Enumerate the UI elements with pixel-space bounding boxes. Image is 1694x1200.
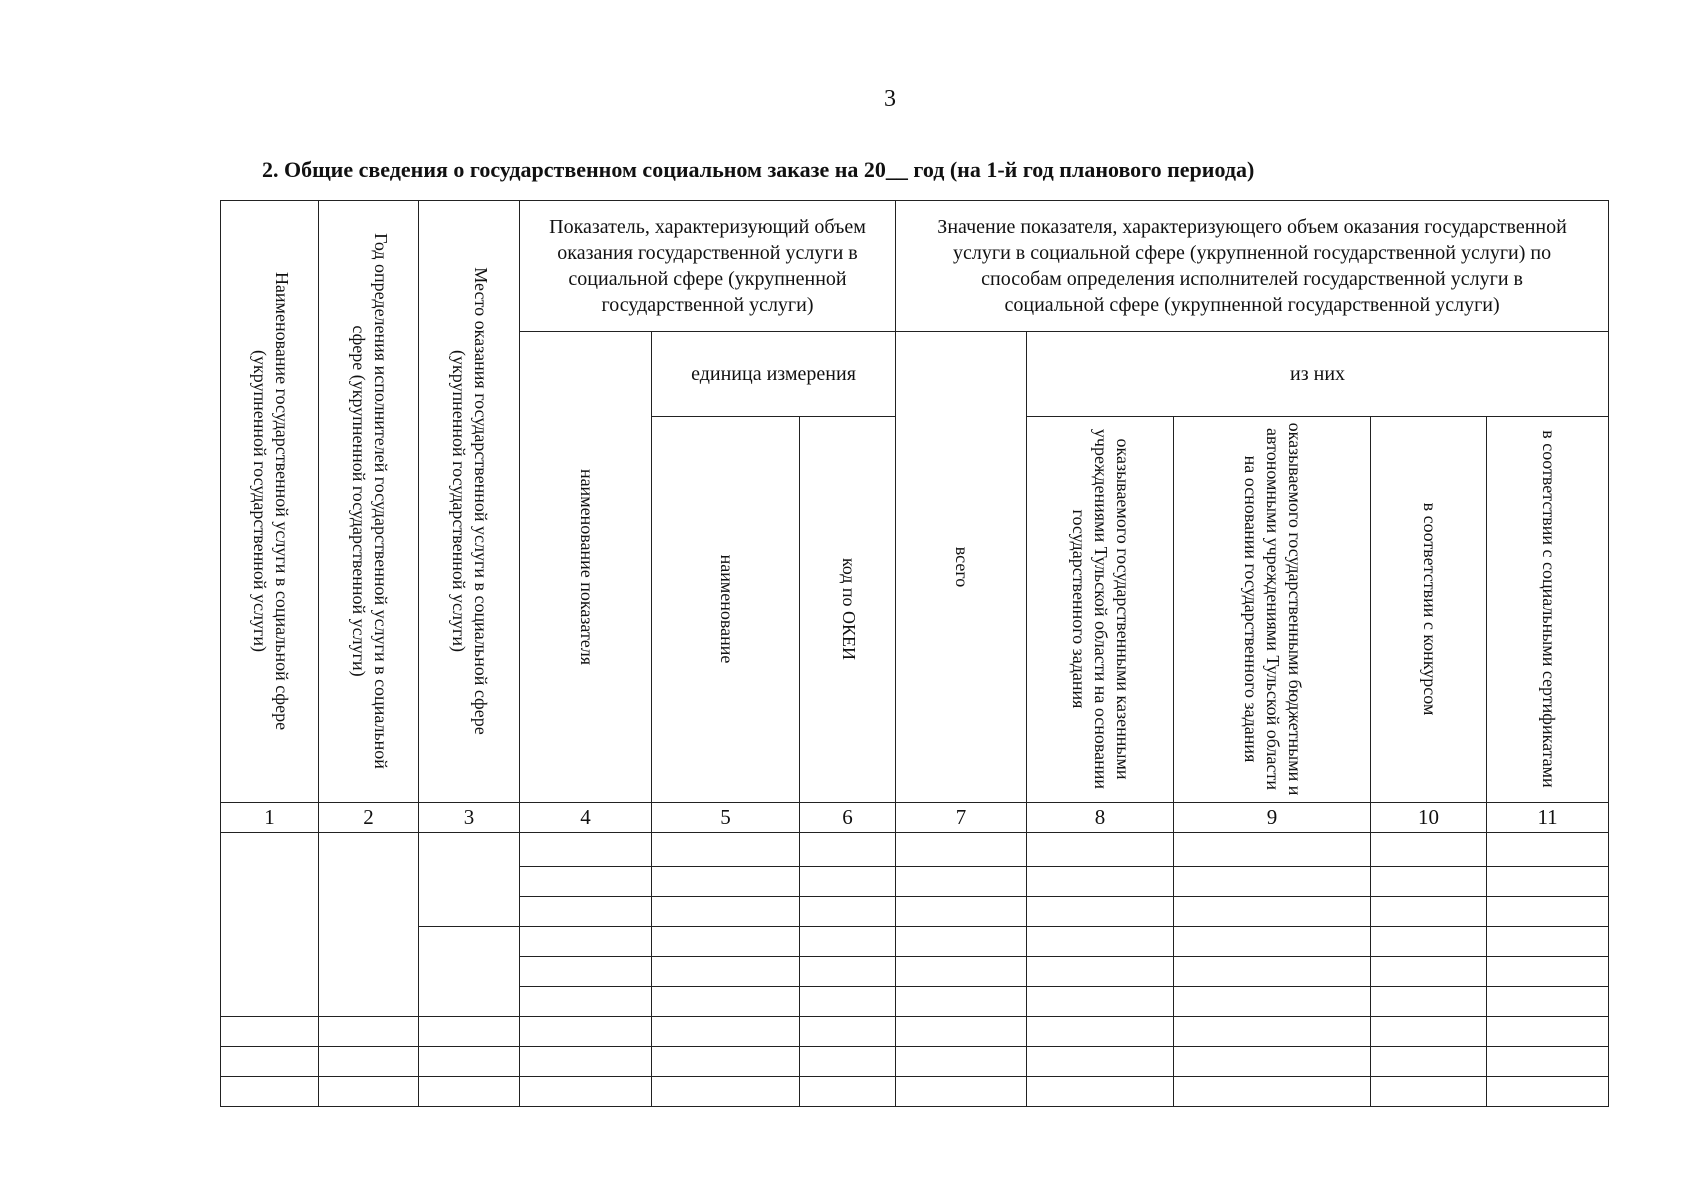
table-cell[interactable] bbox=[1371, 1076, 1487, 1106]
table-cell[interactable] bbox=[896, 956, 1027, 986]
column-number: 4 bbox=[520, 802, 652, 832]
column-number: 7 bbox=[896, 802, 1027, 832]
table-cell[interactable] bbox=[800, 866, 896, 896]
page-number: 3 bbox=[884, 86, 896, 112]
table-cell[interactable] bbox=[520, 896, 652, 926]
table-cell[interactable] bbox=[221, 1046, 319, 1076]
column-number: 3 bbox=[419, 802, 520, 832]
table-cell[interactable] bbox=[896, 926, 1027, 956]
table-cell[interactable] bbox=[800, 896, 896, 926]
table-cell[interactable] bbox=[319, 832, 419, 1016]
table-row bbox=[221, 926, 1609, 956]
header-value-group: Значение показателя, характеризующего объем оказания государственной услуги в социальной сфере (укрупненной государственной услуги) по способам определения исполнителей государственной услуги в социальной сфере (укрупненной государственной услуги) bbox=[896, 201, 1609, 332]
header-col-3 bbox=[419, 201, 520, 803]
table-cell[interactable] bbox=[319, 1046, 419, 1076]
table-cell[interactable] bbox=[1487, 866, 1609, 896]
table-cell[interactable] bbox=[1487, 1046, 1609, 1076]
table-cell[interactable] bbox=[652, 986, 800, 1016]
table-cell[interactable] bbox=[896, 1076, 1027, 1106]
header-col-1 bbox=[221, 201, 319, 803]
table-cell[interactable] bbox=[800, 1076, 896, 1106]
table-cell[interactable] bbox=[1371, 1016, 1487, 1046]
table-cell[interactable] bbox=[896, 896, 1027, 926]
table-cell[interactable] bbox=[652, 832, 800, 866]
table-cell[interactable] bbox=[1174, 1046, 1371, 1076]
table-cell[interactable] bbox=[319, 1076, 419, 1106]
table-cell[interactable] bbox=[1027, 896, 1174, 926]
header-col-6 bbox=[800, 417, 896, 802]
table-row bbox=[221, 1016, 1609, 1046]
table-cell[interactable] bbox=[652, 926, 800, 956]
table-cell[interactable] bbox=[319, 1016, 419, 1046]
table-cell[interactable] bbox=[1174, 1076, 1371, 1106]
header-col-4 bbox=[520, 332, 652, 803]
column-number: 10 bbox=[1371, 802, 1487, 832]
table-cell[interactable] bbox=[896, 832, 1027, 866]
table-cell[interactable] bbox=[520, 832, 652, 866]
table-cell[interactable] bbox=[520, 1076, 652, 1106]
table-cell[interactable] bbox=[1174, 986, 1371, 1016]
column-number: 11 bbox=[1487, 802, 1609, 832]
table-cell[interactable] bbox=[800, 1046, 896, 1076]
table-cell[interactable] bbox=[1174, 832, 1371, 866]
header-col-8-text: оказываемого государственными казенными учреждениями Тульской области на основании государственного задания bbox=[1069, 429, 1133, 790]
header-of-them: из них bbox=[1027, 332, 1609, 417]
table-cell[interactable] bbox=[1487, 896, 1609, 926]
header-col-9 bbox=[1174, 417, 1371, 802]
table-cell[interactable] bbox=[221, 1016, 319, 1046]
table-cell[interactable] bbox=[896, 1016, 1027, 1046]
table-cell[interactable] bbox=[896, 1046, 1027, 1076]
table-cell[interactable] bbox=[1174, 926, 1371, 956]
table-cell[interactable] bbox=[1487, 832, 1609, 866]
table-cell[interactable] bbox=[1371, 986, 1487, 1016]
table-cell[interactable] bbox=[1027, 926, 1174, 956]
table-cell[interactable] bbox=[419, 926, 520, 1016]
table-cell[interactable] bbox=[1371, 956, 1487, 986]
table-cell[interactable] bbox=[1027, 1076, 1174, 1106]
header-indicator-group: Показатель, характеризующий объем оказания государственной услуги в социальной сфере (укрупненной государственной услуги) bbox=[520, 201, 896, 332]
table-cell[interactable] bbox=[1174, 896, 1371, 926]
header-col-1-text: Наименование государственной услуги в социальной сфере (укрупненной государственной услуги) bbox=[249, 272, 292, 731]
header-col-9-text: оказываемого государственными бюджетными и автономными учреждениями Тульской области на основании государственного задания bbox=[1241, 423, 1305, 796]
table-row bbox=[221, 1076, 1609, 1106]
table-cell[interactable] bbox=[800, 956, 896, 986]
table-cell[interactable] bbox=[896, 866, 1027, 896]
table-cell[interactable] bbox=[1027, 956, 1174, 986]
table-cell[interactable] bbox=[520, 986, 652, 1016]
table-cell[interactable] bbox=[419, 832, 520, 926]
column-number: 2 bbox=[319, 802, 419, 832]
table-cell[interactable] bbox=[1371, 926, 1487, 956]
table-cell[interactable] bbox=[652, 1076, 800, 1106]
header-col-5-text: наименование bbox=[716, 555, 737, 664]
column-number: 6 bbox=[800, 802, 896, 832]
table-row bbox=[221, 832, 1609, 866]
table-cell[interactable] bbox=[520, 956, 652, 986]
table-cell[interactable] bbox=[1371, 832, 1487, 866]
table-cell[interactable] bbox=[800, 926, 896, 956]
table-cell[interactable] bbox=[652, 1046, 800, 1076]
table-cell[interactable] bbox=[520, 1016, 652, 1046]
column-number: 1 bbox=[221, 802, 319, 832]
table-cell[interactable] bbox=[1174, 1016, 1371, 1046]
header-col-11-text: в соответствии с социальными сертификатами bbox=[1538, 430, 1559, 789]
table-cell[interactable] bbox=[1027, 866, 1174, 896]
table-cell[interactable] bbox=[1487, 1076, 1609, 1106]
header-col-2-text: Год определения исполнителей государственной услуги в социальной сфере (укрупненной государственной услуги) bbox=[348, 233, 391, 770]
table-cell[interactable] bbox=[520, 866, 652, 896]
table-cell[interactable] bbox=[1027, 832, 1174, 866]
table-cell[interactable] bbox=[1027, 1046, 1174, 1076]
social-order-table bbox=[220, 200, 1609, 1107]
table-cell[interactable] bbox=[419, 1016, 520, 1046]
header-col-7 bbox=[896, 332, 1027, 803]
header-col-10 bbox=[1371, 417, 1487, 802]
header-col-8 bbox=[1027, 417, 1174, 802]
table-cell[interactable] bbox=[221, 1076, 319, 1106]
table-cell[interactable] bbox=[1174, 956, 1371, 986]
table-cell[interactable] bbox=[896, 986, 1027, 1016]
table-cell[interactable] bbox=[1487, 1016, 1609, 1046]
table-cell[interactable] bbox=[1174, 866, 1371, 896]
header-col-5 bbox=[652, 417, 800, 802]
header-unit-group: единица измерения bbox=[652, 332, 896, 417]
header-col-3-text: Место оказания государственной услуги в социальной сфере (укрупненной государственной услуги) bbox=[449, 267, 491, 736]
table-cell[interactable] bbox=[1487, 926, 1609, 956]
table-cell[interactable] bbox=[652, 956, 800, 986]
table-cell[interactable] bbox=[1371, 866, 1487, 896]
header-col-11 bbox=[1487, 417, 1609, 802]
table-cell[interactable] bbox=[1027, 1016, 1174, 1046]
table-cell[interactable] bbox=[520, 1046, 652, 1076]
table-cell[interactable] bbox=[1027, 986, 1174, 1016]
table-cell[interactable] bbox=[1371, 1046, 1487, 1076]
column-number: 5 bbox=[652, 802, 800, 832]
column-number-row bbox=[221, 802, 1609, 832]
header-col-2 bbox=[319, 201, 419, 803]
column-number: 9 bbox=[1174, 802, 1371, 832]
table-cell[interactable] bbox=[652, 866, 800, 896]
table-cell[interactable] bbox=[800, 1016, 896, 1046]
table-cell[interactable] bbox=[419, 1046, 520, 1076]
table-cell[interactable] bbox=[520, 926, 652, 956]
table-cell[interactable] bbox=[800, 986, 896, 1016]
table-row bbox=[221, 1046, 1609, 1076]
column-number: 8 bbox=[1027, 802, 1174, 832]
table-cell[interactable] bbox=[221, 832, 319, 1016]
section-title: 2. Общие сведения о государственном социальном заказе на 20__ год (на 1-й год планового периода) bbox=[262, 157, 1255, 182]
header-col-7-text: всего bbox=[952, 546, 973, 588]
table-cell[interactable] bbox=[1487, 956, 1609, 986]
table-cell[interactable] bbox=[652, 1016, 800, 1046]
table-cell[interactable] bbox=[652, 896, 800, 926]
header-col-10-text: в соответствии с конкурсом bbox=[1419, 503, 1440, 716]
header-col-6-text: код по ОКЕИ bbox=[838, 558, 859, 661]
table-cell[interactable] bbox=[1487, 986, 1609, 1016]
table-cell[interactable] bbox=[800, 832, 896, 866]
table-cell[interactable] bbox=[1371, 896, 1487, 926]
table-cell[interactable] bbox=[419, 1076, 520, 1106]
header-col-4-text: наименование показателя bbox=[576, 468, 597, 665]
